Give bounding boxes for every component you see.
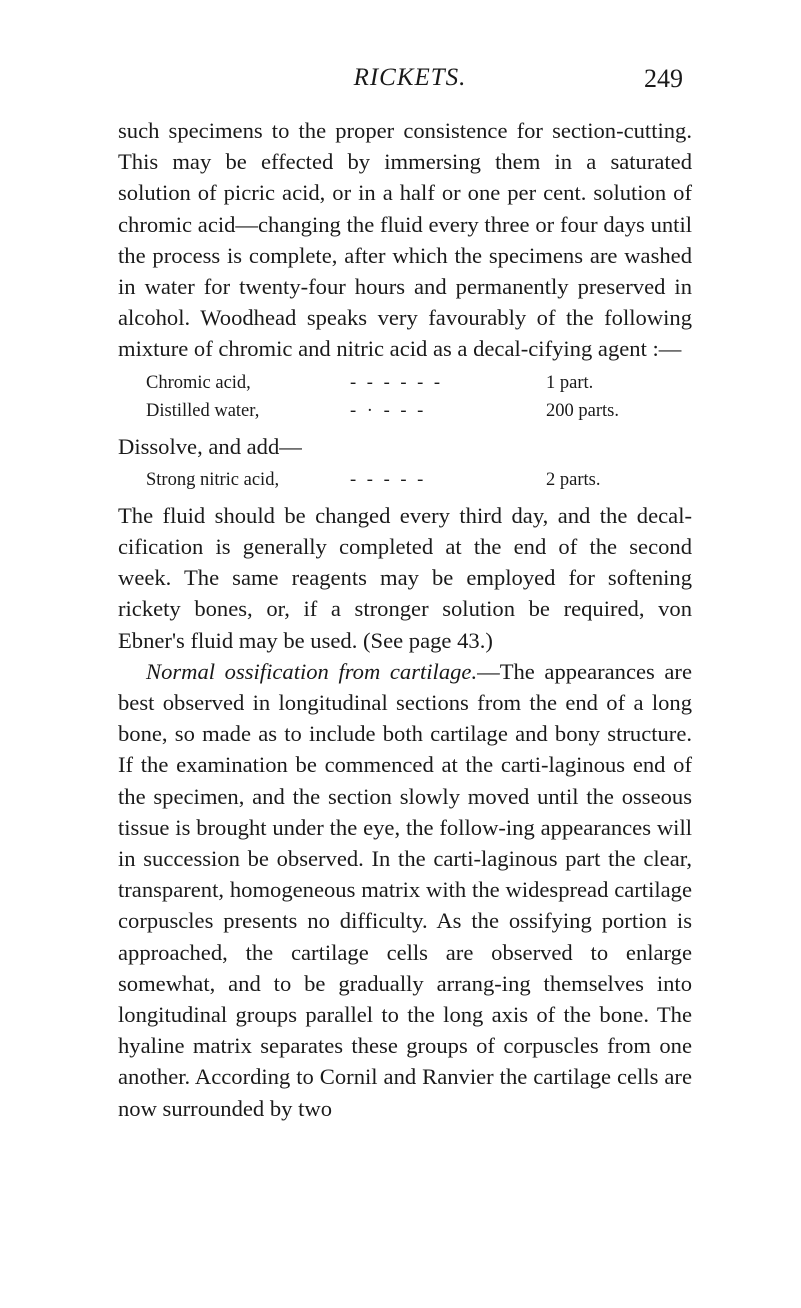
recipe-chromic xyxy=(118,369,692,425)
ingredient-name: Distilled water, xyxy=(146,400,260,421)
leader-dots: - · - - - xyxy=(350,400,427,421)
leader-dots: - - - - - - xyxy=(350,372,444,393)
recipe-row xyxy=(146,466,692,494)
ingredient-name: Chromic acid, xyxy=(146,372,251,393)
running-head xyxy=(0,64,801,104)
dissolve-line: Dissolve, and add— xyxy=(118,433,302,459)
body-text xyxy=(118,115,692,1124)
section-heading: Normal ossification from cartilage. xyxy=(146,658,478,684)
paragraph-3 xyxy=(118,656,692,1124)
page-number: 249 xyxy=(644,64,683,93)
recipe-row xyxy=(146,397,692,425)
ingredient-quantity: 200 parts. xyxy=(546,400,619,421)
recipe-row xyxy=(146,369,692,397)
paragraph-2: The fluid should be changed every third day, and the decal-cification is generally completed at the end of the second week. The same reagents may be employed for softening rickety bones, or, if a stronger solution be required, von Ebner's fluid may be used. (See page 43.) xyxy=(118,502,692,653)
paragraph-1: such specimens to the proper consistence for section-cutting. This may be effected by immersing them in a saturated solution of picric acid, or in a half or one per cent. solution of chromic acid—changing the fluid every three or four days until the process is complete, after which the specimens are washed in water for twenty-four hours and permanently preserved in alcohol. Woodhead speaks very favourably of the following mixture of chromic and nitric acid as a decal-cifying agent :— xyxy=(118,118,692,362)
leader-dots: - - - - - xyxy=(350,469,427,490)
paragraph-3-text: —The appearances are best observed in longitudinal sections from the end of a long bone, so made as to include both cartilage and bony structure. If the examination be commenced at the carti-laginous end of the specimen, and the section slowly moved until the osseous tissue is brought under the eye, the follow-ing appearances will in succession be observed. In the carti-laginous part the clear, transparent, homogeneous matrix with the widespread cartilage corpuscles presents no difficulty. As the ossifying portion is approached, the cartilage cells are observed to enlarge somewhat, and to be gradually arrang-ing themselves into longitudinal groups parallel to the long axis of the bone. The hyaline matrix separates these groups of corpuscles from one another. According to Cornil and Ranvier the cartilage cells are now surrounded by two xyxy=(118,658,692,1121)
running-title: RICKETS. xyxy=(353,64,467,91)
ingredient-quantity: 2 parts. xyxy=(546,469,601,490)
recipe-nitric xyxy=(118,466,692,494)
ingredient-quantity: 1 part. xyxy=(546,372,594,393)
ingredient-name: Strong nitric acid, xyxy=(146,469,280,490)
